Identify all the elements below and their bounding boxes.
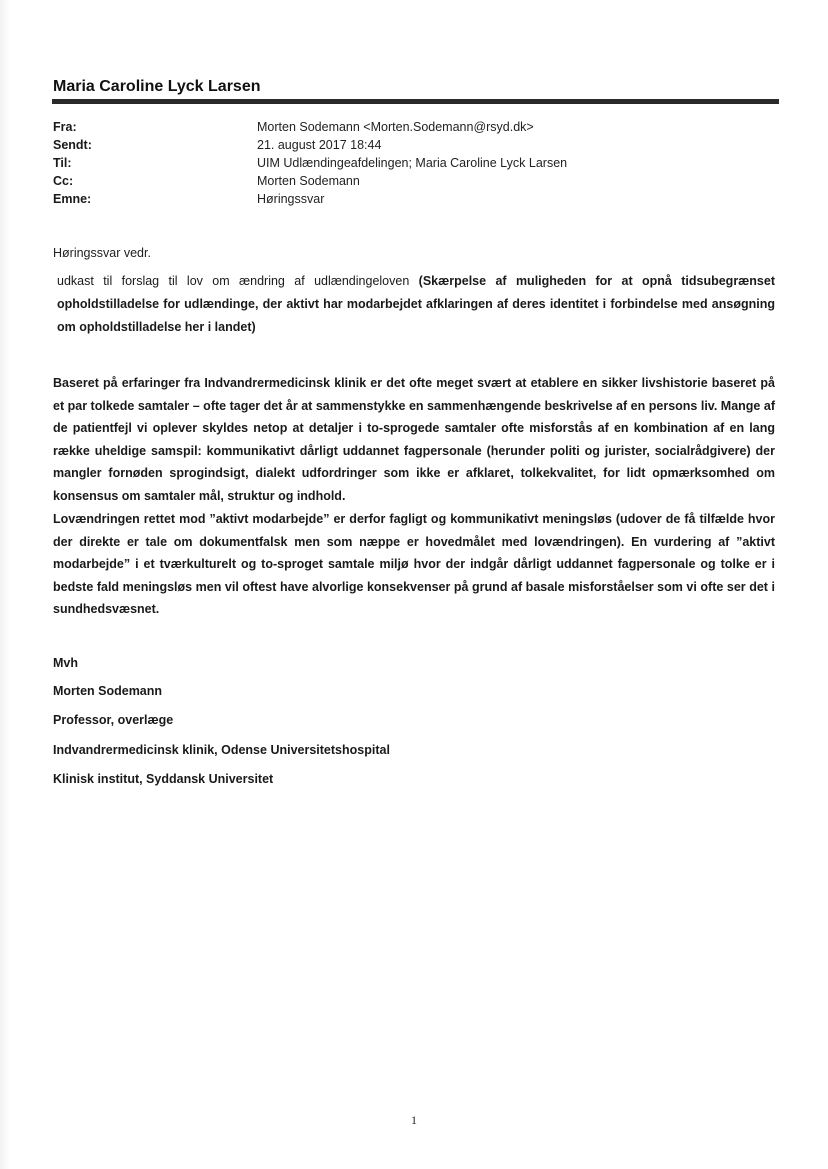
sent-value: 21. august 2017 18:44: [257, 138, 382, 152]
to-value: UIM Udlændingeafdelingen; Maria Caroline Lyck Larsen: [257, 156, 568, 170]
from-value: Morten Sodemann <Morten.Sodemann@rsyd.dk>: [257, 120, 534, 134]
signature-affiliation-2: Klinisk institut, Syddansk Universitet: [53, 772, 274, 786]
cc-value: Morten Sodemann: [257, 174, 360, 188]
signature-closing: Mvh: [53, 656, 78, 670]
signature-title: Professor, overlæge: [53, 713, 174, 727]
body-paragraph-1: Baseret på erfaringer fra Indvandrermedicinsk klinik er det ofte meget svært at etablere en sikker livshistorie baseret på et par tolkede samtaler – ofte tager det år at sammenstykke en sammenhængende beskrivelse af en persons liv. Mange af de patientfejl vi oplever skyldes netop at detaljer i to-sprogede samtaler ofte misforstås af en kombination af en lang række uheldige samspil: kommunikativt dårligt uddannet fagpersonale (herunder politi og jurister, socialrådgivere) der mangler fornøden sprogindsigt, dialekt udfordringer som ikke er afklaret, tolkekvalitet, for lidt opmærksomhed om konsensus om samtaler mål, struktur og indhold.: [53, 376, 775, 503]
greeting-line: Høringssvar vedr.: [53, 246, 151, 260]
bill-reference: [57, 270, 775, 339]
bill-reference-plain: udkast til forslag til lov om ændring af udlændingeloven: [57, 274, 419, 288]
scan-edge-shadow: [0, 0, 10, 1169]
bill-reference-bold: (Skærpelse af muligheden for at opnå tidsubegrænset opholdstilladelse for udlændinge, der aktivt har modarbejdet afklaringen af deres identitet i forbindelse med ansøgning om opholdstilladelse her i landet): [57, 274, 775, 334]
subject-value: Høringssvar: [257, 192, 325, 206]
body-paragraph-2: Lovændringen rettet mod ”aktivt modarbejde” er derfor fagligt og kommunikativt meningsløs (udover de få tilfælde hvor der direkte er tale om dokumentfalsk men som næppe er hovedmålet med lovændringen). En vurdering af ”aktivt modarbejde” i et tværkulturelt og to-sproget samtale miljø hvor der indgår dårligt uddannet fagpersonale og tolke er i bedste fald meningsløs men vil oftest have alvorlige konsekvenser på grund af basale misforståelser som vi ofte ser det i sundhedsvæsnet.: [53, 512, 775, 617]
page-number: 1: [411, 1113, 417, 1127]
signature-affiliation-1: Indvandrermedicinsk klinik, Odense Universitetshospital: [53, 743, 390, 757]
signature-name: Morten Sodemann: [53, 684, 163, 698]
mailbox-owner-name: Maria Caroline Lyck Larsen: [53, 78, 261, 95]
header-divider: [52, 99, 779, 104]
from-label: Fra:: [53, 120, 77, 134]
subject-label: Emne:: [53, 192, 92, 206]
sent-label: Sendt:: [53, 138, 92, 152]
to-label: Til:: [53, 156, 72, 170]
cc-label: Cc:: [53, 174, 74, 188]
